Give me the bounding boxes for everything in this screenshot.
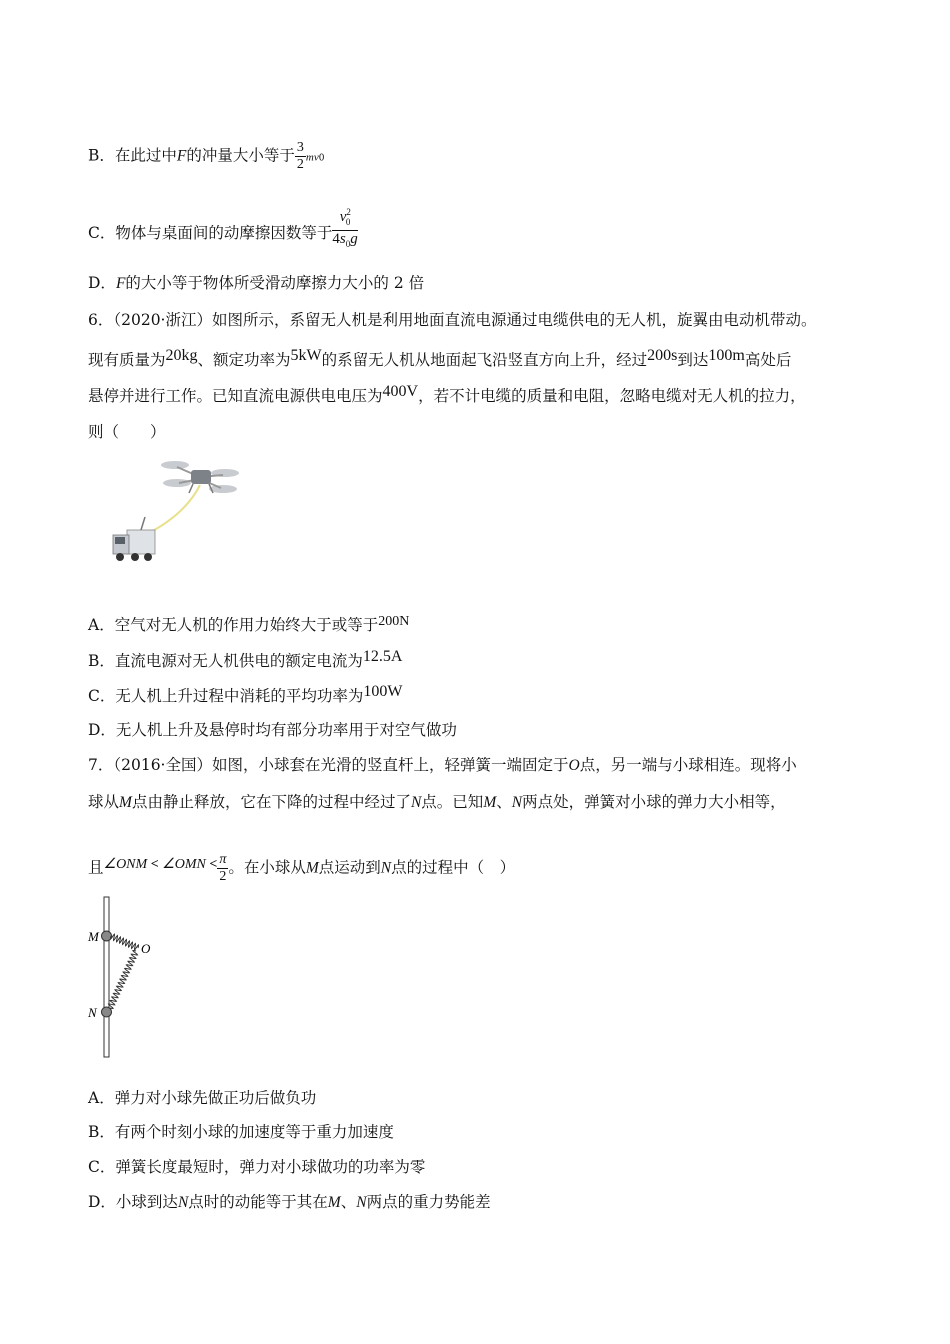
q5-option-d: D．F的大小等于物体所受滑动摩擦力大小的 2 倍 — [88, 274, 425, 292]
q7-stem-line2: 球从M点由静止释放，它在下降的过程中经过了N点。已知M、N两点处，弹簧对小球的弹力大小相等， — [88, 793, 786, 811]
angle-inequality: ∠ONM < ∠OMN < — [103, 856, 218, 872]
voltage-value: 400V — [382, 383, 419, 400]
q6-stem-line2: 现有质量为20kg、额定功率为5kW的系留无人机从地面起飞沿竖直方向上升，经过200s到达100m高处后 — [88, 347, 792, 369]
q7-option-b: B．有两个时刻小球的加速度等于重力加速度 — [88, 1123, 394, 1141]
avg-power-value: 100W — [363, 683, 403, 700]
var-f: F — [176, 147, 187, 165]
height-value: 100m — [708, 347, 745, 364]
q7-stem-line3: 且∠ONM < ∠OMN < $\frac{\pi}{2}$ 。在小球从M点运动到N点的过程中（ ） — [88, 852, 516, 884]
cable — [145, 485, 200, 535]
var-f: F — [115, 275, 126, 292]
q7-option-a: A．弹力对小球先做正功后做负功 — [88, 1089, 317, 1107]
q6-option-b: B．直流电源对无人机供电的额定电流为12.5A — [88, 648, 403, 670]
q7-option-d: D．小球到达N点时的动能等于其在M、N两点的重力势能差 — [88, 1193, 491, 1211]
q5-d-text: 的大小等于物体所受滑动摩擦力大小的 2 倍 — [125, 274, 425, 292]
label-o: O — [141, 941, 151, 956]
mass-value: 20kg — [165, 347, 198, 364]
q5-option-c — [88, 207, 358, 258]
label-n: N — [88, 1005, 97, 1020]
drone-icon — [161, 461, 239, 493]
fraction-pi-2: $\frac{\pi}{2}$ — [219, 852, 227, 884]
q5-c-text: C．物体与桌面间的动摩擦因数等于 — [88, 224, 333, 242]
q7-option-c: C．弹簧长度最短时，弹力对小球做功的功率为零 — [88, 1158, 426, 1176]
q6-stem-line4: 则（ ） — [88, 423, 166, 441]
q5-b-text2: 的冲量大小等于 — [186, 146, 295, 165]
q5-option-b: B．在此过中F的冲量大小等于 $\frac{3}{2}$ mv0 — [88, 140, 325, 172]
spring-rod-figure — [84, 895, 164, 1060]
q6-option-c: C．无人机上升过程中消耗的平均功率为100W — [88, 683, 403, 705]
spring-top — [111, 934, 139, 949]
ball-m — [102, 931, 112, 941]
truck-icon — [113, 517, 155, 561]
force-value: 200N — [378, 614, 410, 629]
power-value: 5kW — [290, 347, 322, 364]
label-m: M — [88, 929, 99, 944]
q6-option-d: D．无人机上升及悬停时均有部分功率用于对空气做功 — [88, 721, 457, 739]
fraction-v0sq-4s0g: $\frac{v^2_0}{4s_0g}$ — [332, 204, 357, 252]
current-value: 12.5A — [362, 648, 403, 665]
time-value: 200s — [647, 347, 678, 364]
spring-bottom — [108, 951, 137, 1009]
vertical-rod — [104, 897, 109, 1057]
mv: mv — [305, 151, 319, 164]
q5-b-text: B．在此过中 — [88, 146, 177, 165]
q6-stem-line3: 悬停并进行工作。已知直流电源供电电压为400V，若不计电缆的质量和电阻，忽略电缆对无人机的拉力， — [88, 383, 806, 405]
q7-stem-line1: 7．（2016·全国）如图，小球套在光滑的竖直杆上，轻弹簧一端固定于O点，另一端与小球相连。现将小 — [88, 756, 797, 774]
q6-option-a: A．空气对无人机的作用力始终大于或等于200N — [88, 614, 410, 634]
drone-figure — [105, 455, 245, 570]
q6-stem-line1: 6．（2020·浙江）如图所示，系留无人机是利用地面直流电源通过电缆供电的无人机，旋翼由电动机带动。 — [88, 311, 817, 329]
fraction-3-2: $\frac{3}{2}$ — [296, 140, 304, 172]
